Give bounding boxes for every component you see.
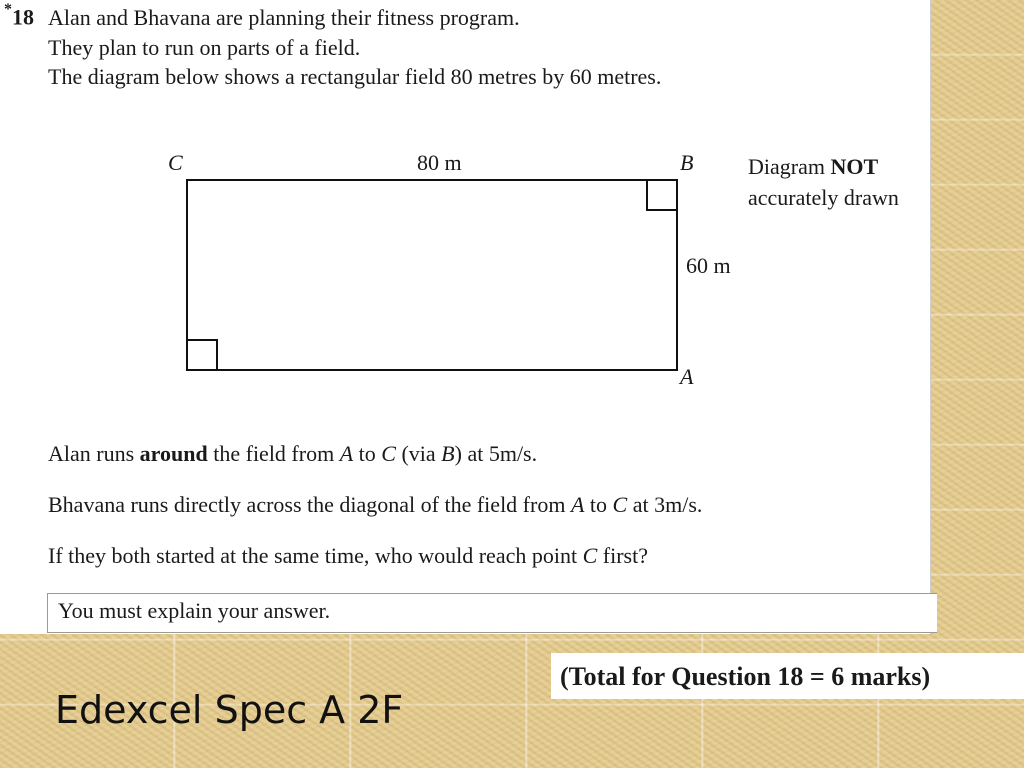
note-line-2: accurately drawn <box>748 185 899 210</box>
total-marks-box <box>551 653 1024 699</box>
question-line-1: Alan and Bhavana are planning their fitness program. <box>48 5 520 30</box>
explain-prompt-text: You must explain your answer. <box>58 598 331 623</box>
note-bold: NOT <box>830 154 879 179</box>
total-marks-text: (Total for Question 18 = 6 marks) <box>560 662 931 691</box>
bhavana-statement: Bhavana runs directly across the diagonal of the field from A to C at 3m/s. <box>48 492 703 517</box>
top-side-length: 80 m <box>417 150 462 175</box>
corner-label-b: B <box>680 150 694 175</box>
right-angle-marker-c <box>187 340 217 370</box>
right-angle-marker-b <box>647 180 677 210</box>
corner-label-c: C <box>168 150 183 175</box>
diagram-note <box>748 151 899 213</box>
right-side-length: 60 m <box>686 253 731 278</box>
field-rectangle <box>187 180 677 370</box>
note-prefix: Diagram <box>748 154 831 179</box>
alan-statement: Alan runs around the field from A to C (via B) at 5m/s. <box>48 441 538 466</box>
question-marker: * <box>4 1 12 18</box>
question-prompt: If they both started at the same time, who would reach point C first? <box>48 543 648 568</box>
question-line-2: They plan to run on parts of a field. <box>48 35 361 60</box>
corner-label-a: A <box>680 364 694 389</box>
footer-label: Edexcel Spec A 2F <box>55 688 404 732</box>
question-line-3: The diagram below shows a rectangular field 80 metres by 60 metres. <box>48 64 662 89</box>
question-number-text: 18 <box>12 4 34 30</box>
explain-answer-box <box>47 593 937 633</box>
